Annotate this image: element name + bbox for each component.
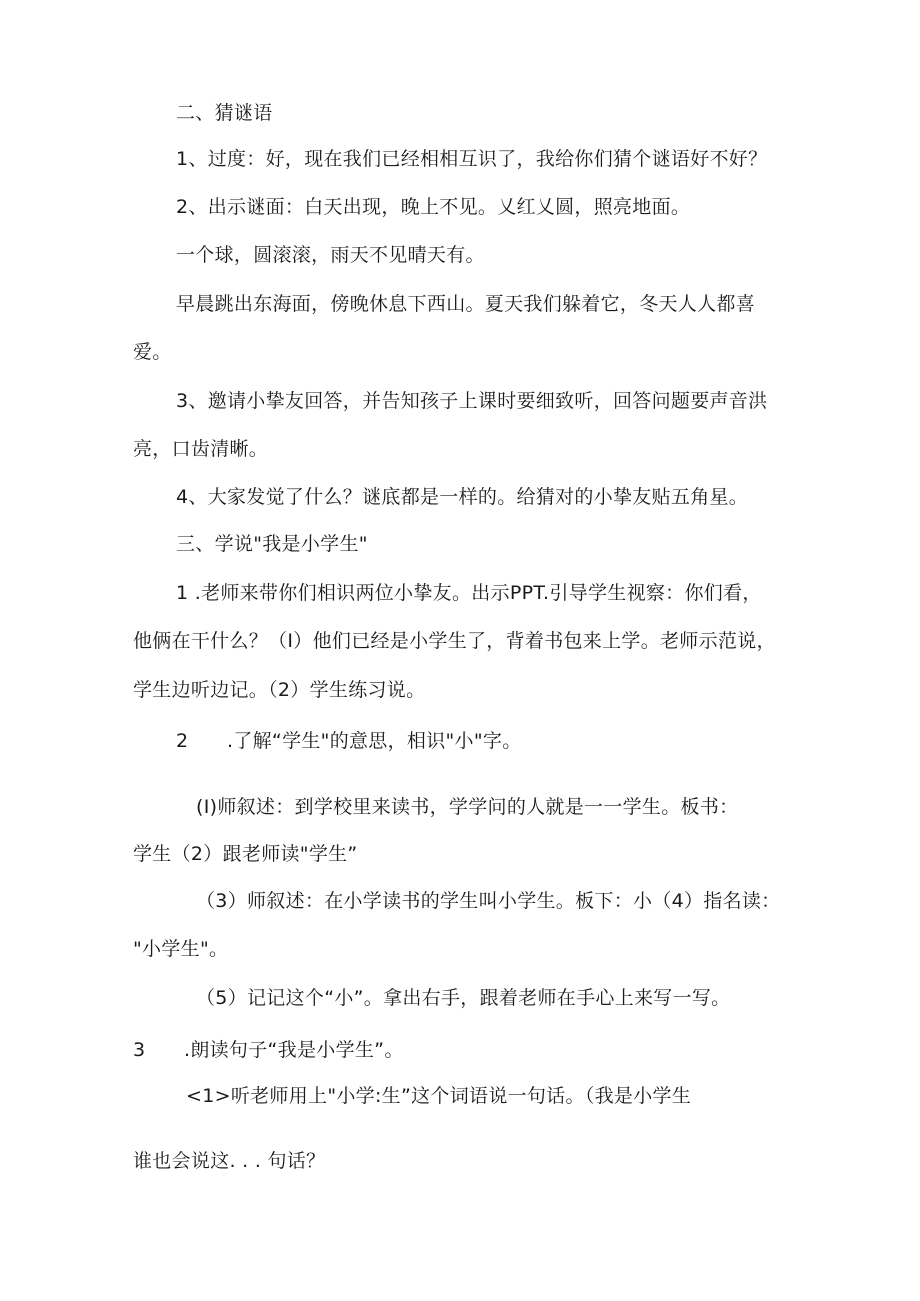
paragraph-line: 1、过度：好，现在我们已经相相互识了，我给你们猜个谜语好不好？ [176, 148, 768, 170]
paragraph-line: 亮，口齿清晰。 [133, 438, 269, 460]
paragraph-line: "小学生"。 [133, 938, 229, 960]
paragraph-line: 他俩在干什么？（I）他们已经是小学生了，背着书包来上学。老师示范说， [133, 630, 776, 652]
paragraph-line: 学生边听边记。（2）学生练习说。 [133, 679, 426, 701]
paragraph-line: 3、邀请小挚友回答，并告知孩子上课时要细致听，回答问题要声音洪 [176, 390, 768, 412]
paragraph-line: 谁也会说这. . . 句话？ [133, 1150, 326, 1172]
section-heading-riddles: 二、猜谜语 [176, 102, 273, 124]
paragraph-line: 爱。 [133, 341, 172, 363]
paragraph-line: 4、大家发觉了什么？谜底都是一样的。给猜对的小挚友贴五角星。 [176, 486, 749, 508]
paragraph-line: (I)师叙述：到学校里来读书，学学问的人就是一一学生。板书： [196, 796, 739, 818]
paragraph-line: 早晨跳出东海面，傍晚休息下西山。夏天我们躲着它，冬天人人都喜 [176, 293, 756, 315]
paragraph-line: 一个球，圆滚滚，雨天不见晴天有。 [176, 244, 485, 266]
paragraph-line: 2 .了解“学生"的意思，相识"小"字。 [176, 730, 522, 752]
paragraph-line: <1>听老师用上"小学:生”这个词语说一句话。（我是小学生 [186, 1085, 692, 1107]
paragraph-line: 2、出示谜面：白天出现，晚上不见。乂红乂圆，照亮地面。 [176, 196, 691, 218]
paragraph-line: 学生（2）跟老师读"学生” [133, 843, 358, 865]
paragraph-line: （5）记记这个“小”。拿出右手，跟着老师在手心上来写一写。 [196, 987, 731, 1009]
paragraph-line: 3 .朗读句子“我是小学生”。 [133, 1039, 404, 1061]
section-heading-learn: 三、学说"我是小学生" [176, 533, 368, 555]
paragraph-line: 1 .老师来带你们相识两位小挚友。出示PPT.引导学生视察：你们看， [176, 582, 762, 604]
paragraph-line: （3）师叙述：在小学读书的学生叫小学生。板下：小（4）指名读： [196, 890, 781, 912]
